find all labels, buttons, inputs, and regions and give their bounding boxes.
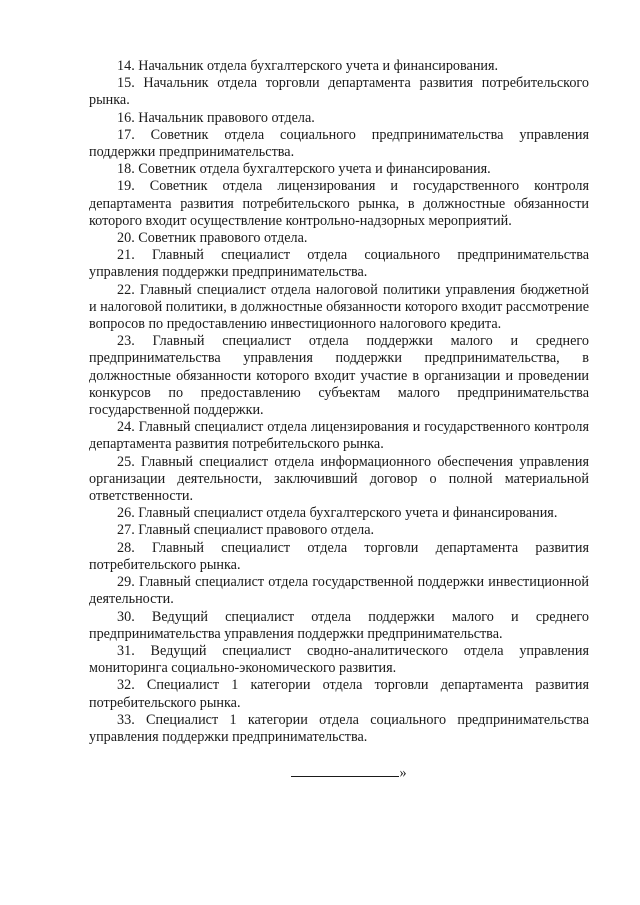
list-item: 29. Главный специалист отдела государственной поддержки инвестиционной деятельности. bbox=[89, 574, 589, 608]
list-item: 22. Главный специалист отдела налоговой политики управления бюджетной и налоговой политики, в должностные обязанности которого входит рассмотрение вопросов по предоставлению инвестиционного налогового кредита. bbox=[89, 281, 589, 333]
list-item: 19. Советник отдела лицензирования и государственного контроля департамента развития потребительского рынка, в должностные обязанности которого входит осуществление контрольно-надзорных мероприятий. bbox=[89, 178, 589, 229]
list-item: 33. Специалист 1 категории отдела социального предпринимательства управления поддержки предпринимательства. bbox=[89, 711, 589, 745]
list-item: 17. Советник отдела социального предпринимательства управления поддержки предпринимательства. bbox=[89, 126, 589, 161]
closing-quote: » bbox=[399, 765, 407, 782]
list-item: 27. Главный специалист правового отдела. bbox=[117, 522, 375, 539]
list-item: 25. Главный специалист отдела информационного обеспечения управления организации деятельности, заключивший договор о полной материальной ответственности. bbox=[89, 453, 589, 505]
list-item: 16. Начальник правового отдела. bbox=[117, 109, 315, 126]
list-item: 14. Начальник отдела бухгалтерского учета и финансирования. bbox=[117, 58, 499, 74]
list-item: 28. Главный специалист отдела торговли департамента развития потребительского рынка. bbox=[89, 539, 589, 573]
list-item: 23. Главный специалист отдела поддержки малого и среднего предпринимательства управления поддержки предпринимательства, в должностные обязанности которого входит участие в организации и проведении конкурсов по предоставлению субъектам малого предпринимательства государственной поддержки. bbox=[89, 333, 589, 419]
list-item: 24. Главный специалист отдела лицензирования и государственного контроля департамента развития потребительского рынка. bbox=[89, 419, 589, 453]
footer-line bbox=[89, 764, 589, 782]
list-item: 15. Начальник отдела торговли департамента развития потребительского рынка. bbox=[89, 75, 589, 109]
position-list bbox=[89, 58, 589, 746]
list-item: 30. Ведущий специалист отдела поддержки малого и среднего предпринимательства управления поддержки предпринимательства. bbox=[89, 608, 589, 642]
list-item: 20. Советник правового отдела. bbox=[117, 230, 308, 247]
document-page bbox=[89, 58, 589, 782]
list-item: 31. Ведущий специалист сводно-аналитического отдела управления мониторинга социально-экономического развития. bbox=[89, 642, 589, 677]
list-item: 21. Главный специалист отдела социального предпринимательства управления поддержки предпринимательства. bbox=[89, 247, 589, 281]
list-item: 18. Советник отдела бухгалтерского учета и финансирования. bbox=[117, 161, 491, 178]
signature-blank-line bbox=[291, 764, 399, 777]
list-item: 32. Специалист 1 категории отдела торговли департамента развития потребительского рынка. bbox=[89, 677, 589, 711]
list-item: 26. Главный специалист отдела бухгалтерского учета и финансирования. bbox=[117, 505, 558, 522]
